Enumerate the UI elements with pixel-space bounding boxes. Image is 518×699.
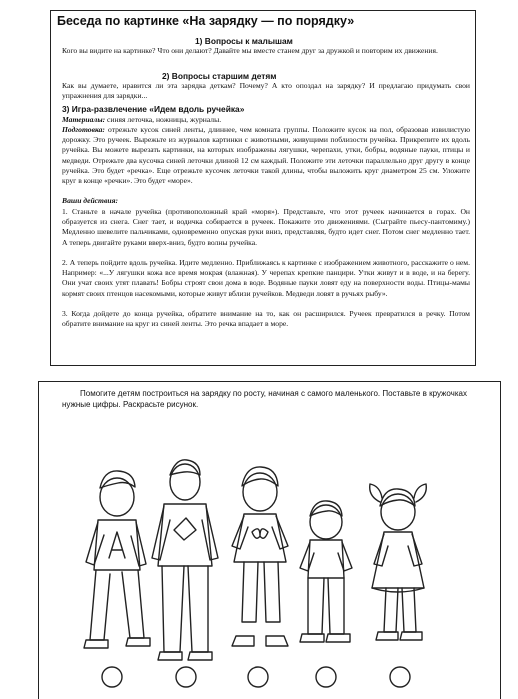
prep-label: Подготовка: <box>62 125 105 134</box>
task-box-right-border <box>500 381 501 699</box>
section1-heading: 1) Вопросы к малышам <box>195 36 293 46</box>
height-order-circle-1 <box>102 667 122 687</box>
task-box-left-border <box>38 381 39 699</box>
height-order-circle-3 <box>248 667 268 687</box>
section3-heading: 3) Игра-развлечение «Идем вдоль ручейка» <box>62 104 245 114</box>
child-figure-5 <box>370 484 427 640</box>
child-figure-4 <box>300 501 352 642</box>
task-instruction: Помогите детям построиться на зарядку по росту, начиная с самого маленького. Поставьте в кружочках нужные цифры. Раскрасьте рисунок. <box>62 389 467 409</box>
prep-text: отрежьте кусок синей ленты, длиннее, чем комната группы. Положите кусок на пол, образовав извилистую дорожку. Это ручеек. Вырежьте из журналов картинки с животными, живущими поблизости ручейка. Прикрепите их вдоль ручейка. Вы можете вырезать картинки, на которых изображены лягушки, черепахи, утки, бобры, водяные пауки, птицы и медведи. Отрежьте два кусочка синей леточки длиной 12 см каждый. Положите эти леточки параллельно друг другу в конце ручейка. Это будет «речка». Еще отрежьте кусочек леточки такой длины, чтобы выложить круг диаметром 25 см. Уложите круг в конце «речки». Это будет «море». <box>62 125 470 186</box>
height-order-circle-2 <box>176 667 196 687</box>
materials-text: синяя леточка, ножницы, журналы. <box>105 115 222 124</box>
section2-heading: 2) Вопросы старшим детям <box>162 71 277 81</box>
child-figure-2 <box>152 460 218 660</box>
height-order-circle-4 <box>316 667 336 687</box>
materials-paragraph <box>62 115 470 125</box>
actions-label: Ваши действия: <box>62 196 119 205</box>
prep-paragraph <box>62 125 470 186</box>
child-figure-3 <box>232 467 288 646</box>
section1-text: Кого вы видите на картинке? Что они делают? Давайте мы вместе станем друг за дружкой и повторим их движения. <box>62 46 438 55</box>
section2-text: Как вы думаете, нравится ли эта зарядка деткам? Почему? А кто опоздал на зарядку? И предлагаю придумать свои упражнения для зарядки... <box>62 81 470 101</box>
materials-label: Материалы: <box>62 115 106 124</box>
task-box-top-border <box>38 381 500 382</box>
actions-label-line <box>62 196 118 205</box>
children-illustration <box>60 440 480 699</box>
height-order-circle-5 <box>390 667 410 687</box>
page-title: Беседа по картинке «На зарядку — по порядку» <box>57 14 355 28</box>
step3-text: 3. Когда дойдете до конца ручейка, обратите внимание на то, как он расширился. Ручеек превратился в речку. Потом обратите внимание на круг из синей ленты. Это речка впадает в море. <box>62 309 470 329</box>
step2-text: 2. А теперь пойдите вдоль ручейка. Идите медленно. Приближаясь к картинке с изображением животного, расскажите о нем. Например: «...У лягушки кожа все время мокрая (влажная). У черепах крепкие панцири. Утки живут и в воде, и на берегу. Они учат своих утят плавать! Бобры строят свои дома в воде. Водяные пауки ловят еду на поверхности воды. Птицы-мамы кормят своих птенцов насекомыми, которые живут вблизи ручейков. Медведи ловят в ручьях рыбу». <box>62 258 470 298</box>
step1-text: 1. Станьте в начале ручейка (противоположный край «моря»). Представьте, что этот ручеек начинается в горах. Он образуется из снега. Снег тает, и водичка собирается в ручеек. Покажите это движениями. (Сыграйте пьесу-пантомиму.) Медленно шевелите пальчиками, одновременно опуская руки вниз, представляя, будто идет снег. Потом снег медленно тает. А теперь двигайте руками вверх-вниз, будто волны ручейка. <box>62 207 470 247</box>
child-figure-1 <box>84 471 150 648</box>
